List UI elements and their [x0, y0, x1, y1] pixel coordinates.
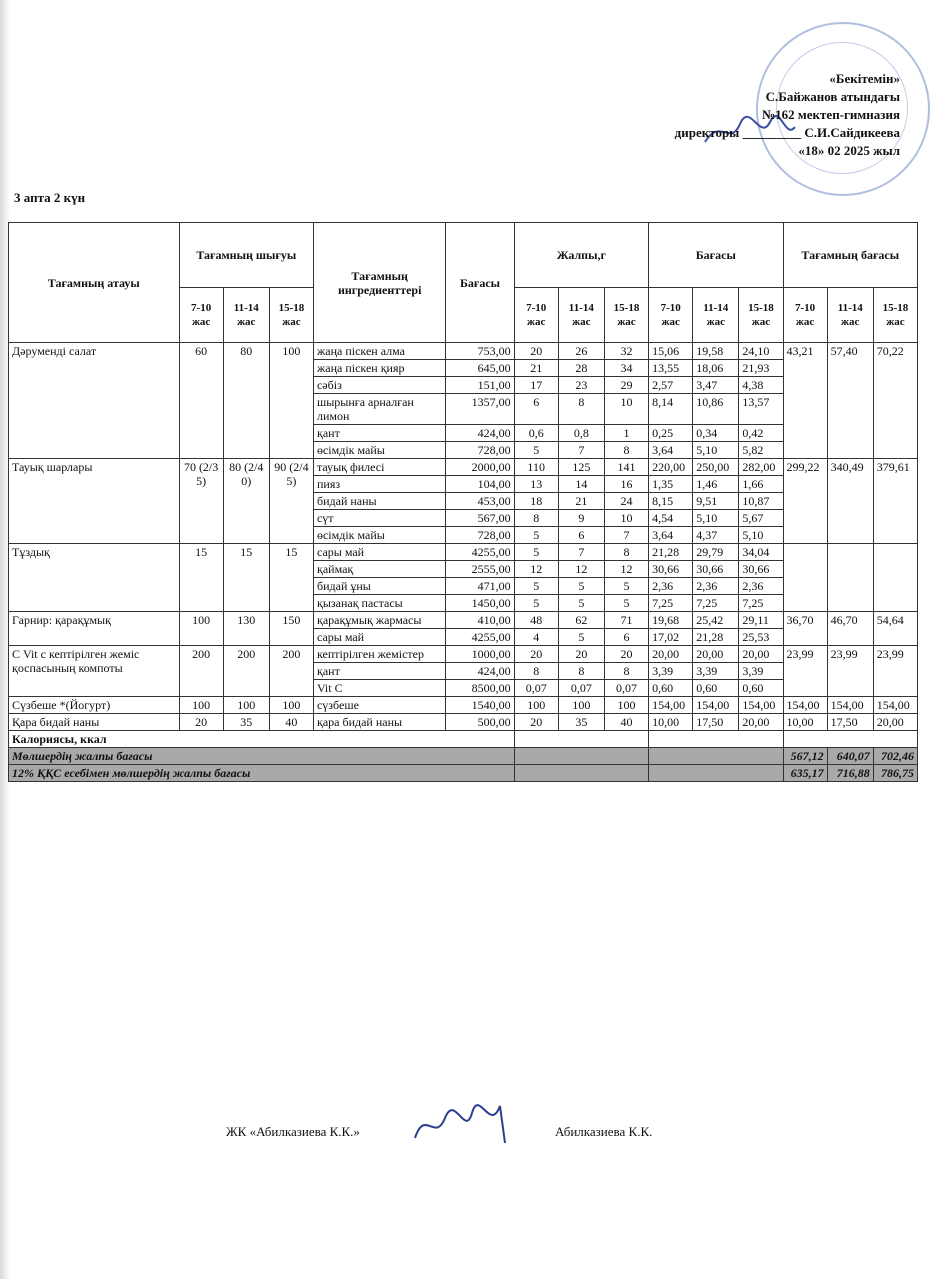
age-header: 15-18 жас	[604, 288, 648, 343]
ingredient-cost: 282,00	[739, 459, 783, 476]
ingredient-price: 4255,00	[446, 629, 514, 646]
dish-cost: 23,99	[827, 646, 873, 697]
ingredient-grams: 0,6	[514, 425, 558, 442]
ingredient-row	[9, 697, 918, 714]
header-cost: Бағасы	[649, 223, 783, 288]
supplier-signature	[410, 1098, 520, 1148]
ingredient-name: қант	[313, 663, 445, 680]
ingredient-cost: 1,66	[739, 476, 783, 493]
ingredient-grams: 6	[604, 629, 648, 646]
ingredient-grams: 29	[604, 377, 648, 394]
menu-table	[8, 222, 918, 782]
dish-name: Сүзбеше *(Йогурт)	[9, 697, 180, 714]
dish-output: 100	[223, 697, 269, 714]
ingredient-grams: 5	[514, 595, 558, 612]
ingredient-cost: 20,00	[739, 646, 783, 663]
ingredient-cost: 30,66	[649, 561, 693, 578]
ingredient-grams: 32	[604, 343, 648, 360]
ingredient-grams: 26	[558, 343, 604, 360]
ingredient-cost: 0,60	[739, 680, 783, 697]
total-value: 702,46	[873, 748, 917, 765]
dish-cost: 57,40	[827, 343, 873, 459]
ingredient-cost: 30,66	[739, 561, 783, 578]
approval-date: «18» 02 2025 жыл	[798, 143, 900, 158]
ingredient-cost: 5,10	[739, 527, 783, 544]
ingredient-grams: 20	[514, 343, 558, 360]
ingredient-grams: 7	[558, 442, 604, 459]
ingredient-name: қаймақ	[313, 561, 445, 578]
dish-output: 60	[179, 343, 223, 459]
header-dish-cost: Тағамның бағасы	[783, 223, 917, 288]
ingredient-grams: 62	[558, 612, 604, 629]
approval-title: «Бекітемін»	[829, 71, 900, 86]
ingredient-cost: 1,35	[649, 476, 693, 493]
ingredient-cost: 19,68	[649, 612, 693, 629]
total-value: 640,07	[827, 748, 873, 765]
ingredient-cost: 15,06	[649, 343, 693, 360]
ingredient-grams: 5	[514, 442, 558, 459]
ingredient-cost: 5,67	[739, 510, 783, 527]
ingredient-name: өсімдік майы	[313, 527, 445, 544]
ingredient-price: 1450,00	[446, 595, 514, 612]
ingredient-row	[9, 714, 918, 731]
ingredient-grams: 8	[604, 663, 648, 680]
ingredient-cost: 18,06	[693, 360, 739, 377]
ingredient-cost: 8,14	[649, 394, 693, 425]
approval-block	[540, 70, 900, 160]
footer-company: ЖК «Абилказиева К.К.»	[226, 1124, 360, 1139]
ingredient-grams: 17	[514, 377, 558, 394]
ingredient-price: 453,00	[446, 493, 514, 510]
ingredient-cost: 10,87	[739, 493, 783, 510]
ingredient-cost: 21,28	[693, 629, 739, 646]
ingredient-cost: 2,57	[649, 377, 693, 394]
dish-name: Гарнир: қарақұмық	[9, 612, 180, 646]
ingredient-cost: 250,00	[693, 459, 739, 476]
ingredient-grams: 1	[604, 425, 648, 442]
dish-name: С Vit с кептірілген жеміс қоспасының компоты	[9, 646, 180, 697]
ingredient-cost: 30,66	[693, 561, 739, 578]
dish-cost	[873, 544, 917, 612]
ingredient-grams: 0,07	[558, 680, 604, 697]
ingredient-cost: 25,42	[693, 612, 739, 629]
age-header: 11-14 жас	[693, 288, 739, 343]
ingredient-name: сүзбеше	[313, 697, 445, 714]
total-value: 567,12	[783, 748, 827, 765]
ingredient-cost: 13,57	[739, 394, 783, 425]
ingredient-cost: 154,00	[649, 697, 693, 714]
ingredient-cost: 20,00	[693, 646, 739, 663]
dish-cost: 23,99	[873, 646, 917, 697]
ingredient-grams: 12	[558, 561, 604, 578]
approval-school-number: №162 мектеп-гимназия	[762, 107, 900, 122]
ingredient-cost: 3,39	[739, 663, 783, 680]
ingredient-price: 567,00	[446, 510, 514, 527]
ingredient-cost: 29,11	[739, 612, 783, 629]
dish-output: 90 (2/45)	[269, 459, 313, 544]
ingredient-cost: 0,60	[693, 680, 739, 697]
ingredient-grams: 20	[514, 646, 558, 663]
ingredient-cost: 4,37	[693, 527, 739, 544]
ingredient-grams: 12	[514, 561, 558, 578]
ingredient-cost: 34,04	[739, 544, 783, 561]
ingredient-cost: 3,39	[693, 663, 739, 680]
ingredient-grams: 21	[558, 493, 604, 510]
ingredient-price: 424,00	[446, 663, 514, 680]
ingredient-grams: 100	[558, 697, 604, 714]
approval-director: директоры _________ С.И.Сайдикеева	[674, 125, 900, 140]
dish-output: 15	[179, 544, 223, 612]
ingredient-name: сүт	[313, 510, 445, 527]
calories-label: Калориясы, ккал	[9, 731, 515, 748]
vat-total-label: 12% ҚҚС есебімен мөлшердің жалпы бағасы	[9, 765, 515, 782]
dish-cost: 36,70	[783, 612, 827, 646]
ingredient-grams: 5	[604, 578, 648, 595]
ingredient-grams: 16	[604, 476, 648, 493]
ingredient-grams: 5	[514, 544, 558, 561]
ingredient-grams: 125	[558, 459, 604, 476]
dish-cost	[783, 544, 827, 612]
ingredient-price: 471,00	[446, 578, 514, 595]
dish-cost	[827, 544, 873, 612]
ingredient-cost: 19,58	[693, 343, 739, 360]
ingredient-grams: 5	[558, 595, 604, 612]
ingredient-cost: 7,25	[693, 595, 739, 612]
ingredient-cost: 29,79	[693, 544, 739, 561]
dish-output: 40	[269, 714, 313, 731]
dish-cost: 379,61	[873, 459, 917, 544]
ingredient-grams: 141	[604, 459, 648, 476]
ingredient-name: өсімдік майы	[313, 442, 445, 459]
ingredient-grams: 18	[514, 493, 558, 510]
age-header: 15-18 жас	[873, 288, 917, 343]
ingredient-cost: 154,00	[693, 697, 739, 714]
ingredient-cost: 3,39	[649, 663, 693, 680]
dish-output: 200	[269, 646, 313, 697]
ingredient-grams: 4	[514, 629, 558, 646]
header-ingredients: Тағамның ингредиенттері	[313, 223, 445, 343]
dish-cost: 54,64	[873, 612, 917, 646]
ingredient-price: 1357,00	[446, 394, 514, 425]
ingredient-cost: 2,36	[649, 578, 693, 595]
week-day-label: 3 апта 2 күн	[14, 190, 86, 205]
ingredient-cost: 220,00	[649, 459, 693, 476]
menu-table-wrapper	[8, 222, 918, 782]
total-row	[9, 748, 918, 765]
ingredient-cost: 10,00	[649, 714, 693, 731]
vat-total-value: 786,75	[873, 765, 917, 782]
ingredient-cost: 5,10	[693, 442, 739, 459]
ingredient-name: кептірілген жемістер	[313, 646, 445, 663]
ingredient-name: сары май	[313, 629, 445, 646]
ingredient-grams: 35	[558, 714, 604, 731]
ingredient-grams: 110	[514, 459, 558, 476]
ingredient-grams: 5	[514, 527, 558, 544]
dish-output: 15	[223, 544, 269, 612]
ingredient-grams: 100	[514, 697, 558, 714]
ingredient-grams: 5	[604, 595, 648, 612]
ingredient-name: Vit C	[313, 680, 445, 697]
ingredient-cost: 20,00	[739, 714, 783, 731]
ingredient-grams: 8	[558, 394, 604, 425]
ingredient-cost: 0,60	[649, 680, 693, 697]
dish-cost: 299,22	[783, 459, 827, 544]
ingredient-grams: 13	[514, 476, 558, 493]
ingredient-row	[9, 343, 918, 360]
ingredient-grams: 21	[514, 360, 558, 377]
age-header: 7-10 жас	[649, 288, 693, 343]
dish-output: 80	[223, 343, 269, 459]
ingredient-cost: 3,64	[649, 527, 693, 544]
ingredient-name: жаңа піскен қияр	[313, 360, 445, 377]
dish-name: Тауық шарлары	[9, 459, 180, 544]
dish-cost: 10,00	[783, 714, 827, 731]
ingredient-cost: 4,38	[739, 377, 783, 394]
ingredient-grams: 8	[558, 663, 604, 680]
ingredient-name: қарақұмық жармасы	[313, 612, 445, 629]
dish-cost: 154,00	[827, 697, 873, 714]
ingredient-name: қызанақ пастасы	[313, 595, 445, 612]
ingredient-name: бидай наны	[313, 493, 445, 510]
ingredient-cost: 2,36	[693, 578, 739, 595]
ingredient-price: 728,00	[446, 442, 514, 459]
dish-output: 70 (2/35)	[179, 459, 223, 544]
dish-output: 100	[179, 697, 223, 714]
ingredient-grams: 10	[604, 510, 648, 527]
ingredient-grams: 28	[558, 360, 604, 377]
total-label: Мөлшердің жалпы бағасы	[9, 748, 515, 765]
ingredient-grams: 8	[514, 510, 558, 527]
age-header: 15-18 жас	[269, 288, 313, 343]
dish-output: 200	[223, 646, 269, 697]
dish-output: 35	[223, 714, 269, 731]
ingredient-grams: 23	[558, 377, 604, 394]
dish-cost: 17,50	[827, 714, 873, 731]
ingredient-name: жаңа піскен алма	[313, 343, 445, 360]
dish-cost: 20,00	[873, 714, 917, 731]
dish-output: 20	[179, 714, 223, 731]
ingredient-grams: 20	[558, 646, 604, 663]
ingredient-grams: 8	[604, 442, 648, 459]
dish-cost: 154,00	[873, 697, 917, 714]
ingredient-grams: 6	[558, 527, 604, 544]
dish-cost: 46,70	[827, 612, 873, 646]
ingredient-cost: 21,28	[649, 544, 693, 561]
ingredient-price: 151,00	[446, 377, 514, 394]
ingredient-row	[9, 459, 918, 476]
ingredient-cost: 7,25	[649, 595, 693, 612]
ingredient-grams: 8	[604, 544, 648, 561]
ingredient-grams: 12	[604, 561, 648, 578]
ingredient-price: 753,00	[446, 343, 514, 360]
approval-school-name: С.Байжанов атындағы	[765, 89, 900, 104]
ingredient-cost: 154,00	[739, 697, 783, 714]
ingredient-name: бидай ұны	[313, 578, 445, 595]
ingredient-cost: 8,15	[649, 493, 693, 510]
ingredient-grams: 7	[558, 544, 604, 561]
ingredient-price: 104,00	[446, 476, 514, 493]
age-header: 11-14 жас	[223, 288, 269, 343]
age-header: 15-18 жас	[739, 288, 783, 343]
dish-cost: 23,99	[783, 646, 827, 697]
ingredient-price: 424,00	[446, 425, 514, 442]
dish-output: 130	[223, 612, 269, 646]
header-total-grams: Жалпы,г	[514, 223, 648, 288]
ingredient-grams: 24	[604, 493, 648, 510]
ingredient-grams: 5	[558, 578, 604, 595]
ingredient-grams: 10	[604, 394, 648, 425]
ingredient-cost: 20,00	[649, 646, 693, 663]
ingredient-grams: 5	[558, 629, 604, 646]
calories-row	[9, 731, 918, 748]
ingredient-grams: 34	[604, 360, 648, 377]
ingredient-row	[9, 544, 918, 561]
dish-output: 80 (2/40)	[223, 459, 269, 544]
ingredient-grams: 20	[514, 714, 558, 731]
ingredient-grams: 48	[514, 612, 558, 629]
dish-cost: 43,21	[783, 343, 827, 459]
ingredient-name: қара бидай наны	[313, 714, 445, 731]
ingredient-price: 728,00	[446, 527, 514, 544]
ingredient-grams: 8	[514, 663, 558, 680]
ingredient-cost: 0,25	[649, 425, 693, 442]
ingredient-grams: 100	[604, 697, 648, 714]
age-header: 11-14 жас	[827, 288, 873, 343]
header-dish-name: Тағамның атауы	[9, 223, 180, 343]
ingredient-grams: 6	[514, 394, 558, 425]
ingredient-price: 1540,00	[446, 697, 514, 714]
ingredient-cost: 25,53	[739, 629, 783, 646]
dish-name: Тұздық	[9, 544, 180, 612]
dish-cost: 340,49	[827, 459, 873, 544]
ingredient-name: қант	[313, 425, 445, 442]
summary-body	[9, 731, 918, 782]
ingredient-name: сары май	[313, 544, 445, 561]
ingredient-cost: 13,55	[649, 360, 693, 377]
ingredient-name: тауық филесі	[313, 459, 445, 476]
header-price: Бағасы	[446, 223, 514, 343]
ingredient-cost: 0,34	[693, 425, 739, 442]
age-header: 7-10 жас	[179, 288, 223, 343]
age-header: 7-10 жас	[514, 288, 558, 343]
ingredient-price: 4255,00	[446, 544, 514, 561]
ingredient-cost: 17,50	[693, 714, 739, 731]
dish-output: 100	[179, 612, 223, 646]
header-output: Тағамның шығуы	[179, 223, 313, 288]
ingredient-cost: 4,54	[649, 510, 693, 527]
ingredient-cost: 10,86	[693, 394, 739, 425]
ingredient-price: 2555,00	[446, 561, 514, 578]
dish-output: 100	[269, 343, 313, 459]
vat-total-row	[9, 765, 918, 782]
ingredient-grams: 14	[558, 476, 604, 493]
ingredient-grams: 5	[514, 578, 558, 595]
dish-output: 150	[269, 612, 313, 646]
ingredient-name: шырынға арналған лимон	[313, 394, 445, 425]
ingredient-price: 8500,00	[446, 680, 514, 697]
vat-total-value: 716,88	[827, 765, 873, 782]
ingredient-grams: 9	[558, 510, 604, 527]
ingredient-cost: 9,51	[693, 493, 739, 510]
ingredient-grams: 20	[604, 646, 648, 663]
ingredient-cost: 17,02	[649, 629, 693, 646]
ingredient-cost: 5,82	[739, 442, 783, 459]
ingredient-cost: 21,93	[739, 360, 783, 377]
ingredient-price: 410,00	[446, 612, 514, 629]
ingredient-price: 500,00	[446, 714, 514, 731]
ingredient-price: 645,00	[446, 360, 514, 377]
ingredient-cost: 3,64	[649, 442, 693, 459]
ingredient-row	[9, 612, 918, 629]
age-header: 7-10 жас	[783, 288, 827, 343]
age-header: 11-14 жас	[558, 288, 604, 343]
ingredient-cost: 7,25	[739, 595, 783, 612]
dish-name: Қара бидай наны	[9, 714, 180, 731]
ingredient-row	[9, 646, 918, 663]
ingredient-cost: 2,36	[739, 578, 783, 595]
ingredient-name: пияз	[313, 476, 445, 493]
dish-cost: 154,00	[783, 697, 827, 714]
ingredient-cost: 5,10	[693, 510, 739, 527]
dish-output: 200	[179, 646, 223, 697]
ingredient-cost: 1,46	[693, 476, 739, 493]
dish-output: 100	[269, 697, 313, 714]
vat-total-value: 635,17	[783, 765, 827, 782]
ingredient-grams: 40	[604, 714, 648, 731]
ingredient-grams: 0,07	[604, 680, 648, 697]
ingredient-grams: 71	[604, 612, 648, 629]
ingredient-price: 1000,00	[446, 646, 514, 663]
ingredient-grams: 0,8	[558, 425, 604, 442]
ingredient-name: сәбіз	[313, 377, 445, 394]
ingredient-price: 2000,00	[446, 459, 514, 476]
footer-signer-name: Абилказиева К.К.	[555, 1124, 653, 1139]
ingredient-cost: 0,42	[739, 425, 783, 442]
dish-output: 15	[269, 544, 313, 612]
dish-name: Дәруменді салат	[9, 343, 180, 459]
ingredient-cost: 24,10	[739, 343, 783, 360]
ingredient-grams: 7	[604, 527, 648, 544]
menu-table-body	[9, 343, 918, 731]
ingredient-cost: 3,47	[693, 377, 739, 394]
ingredient-grams: 0,07	[514, 680, 558, 697]
dish-cost: 70,22	[873, 343, 917, 459]
